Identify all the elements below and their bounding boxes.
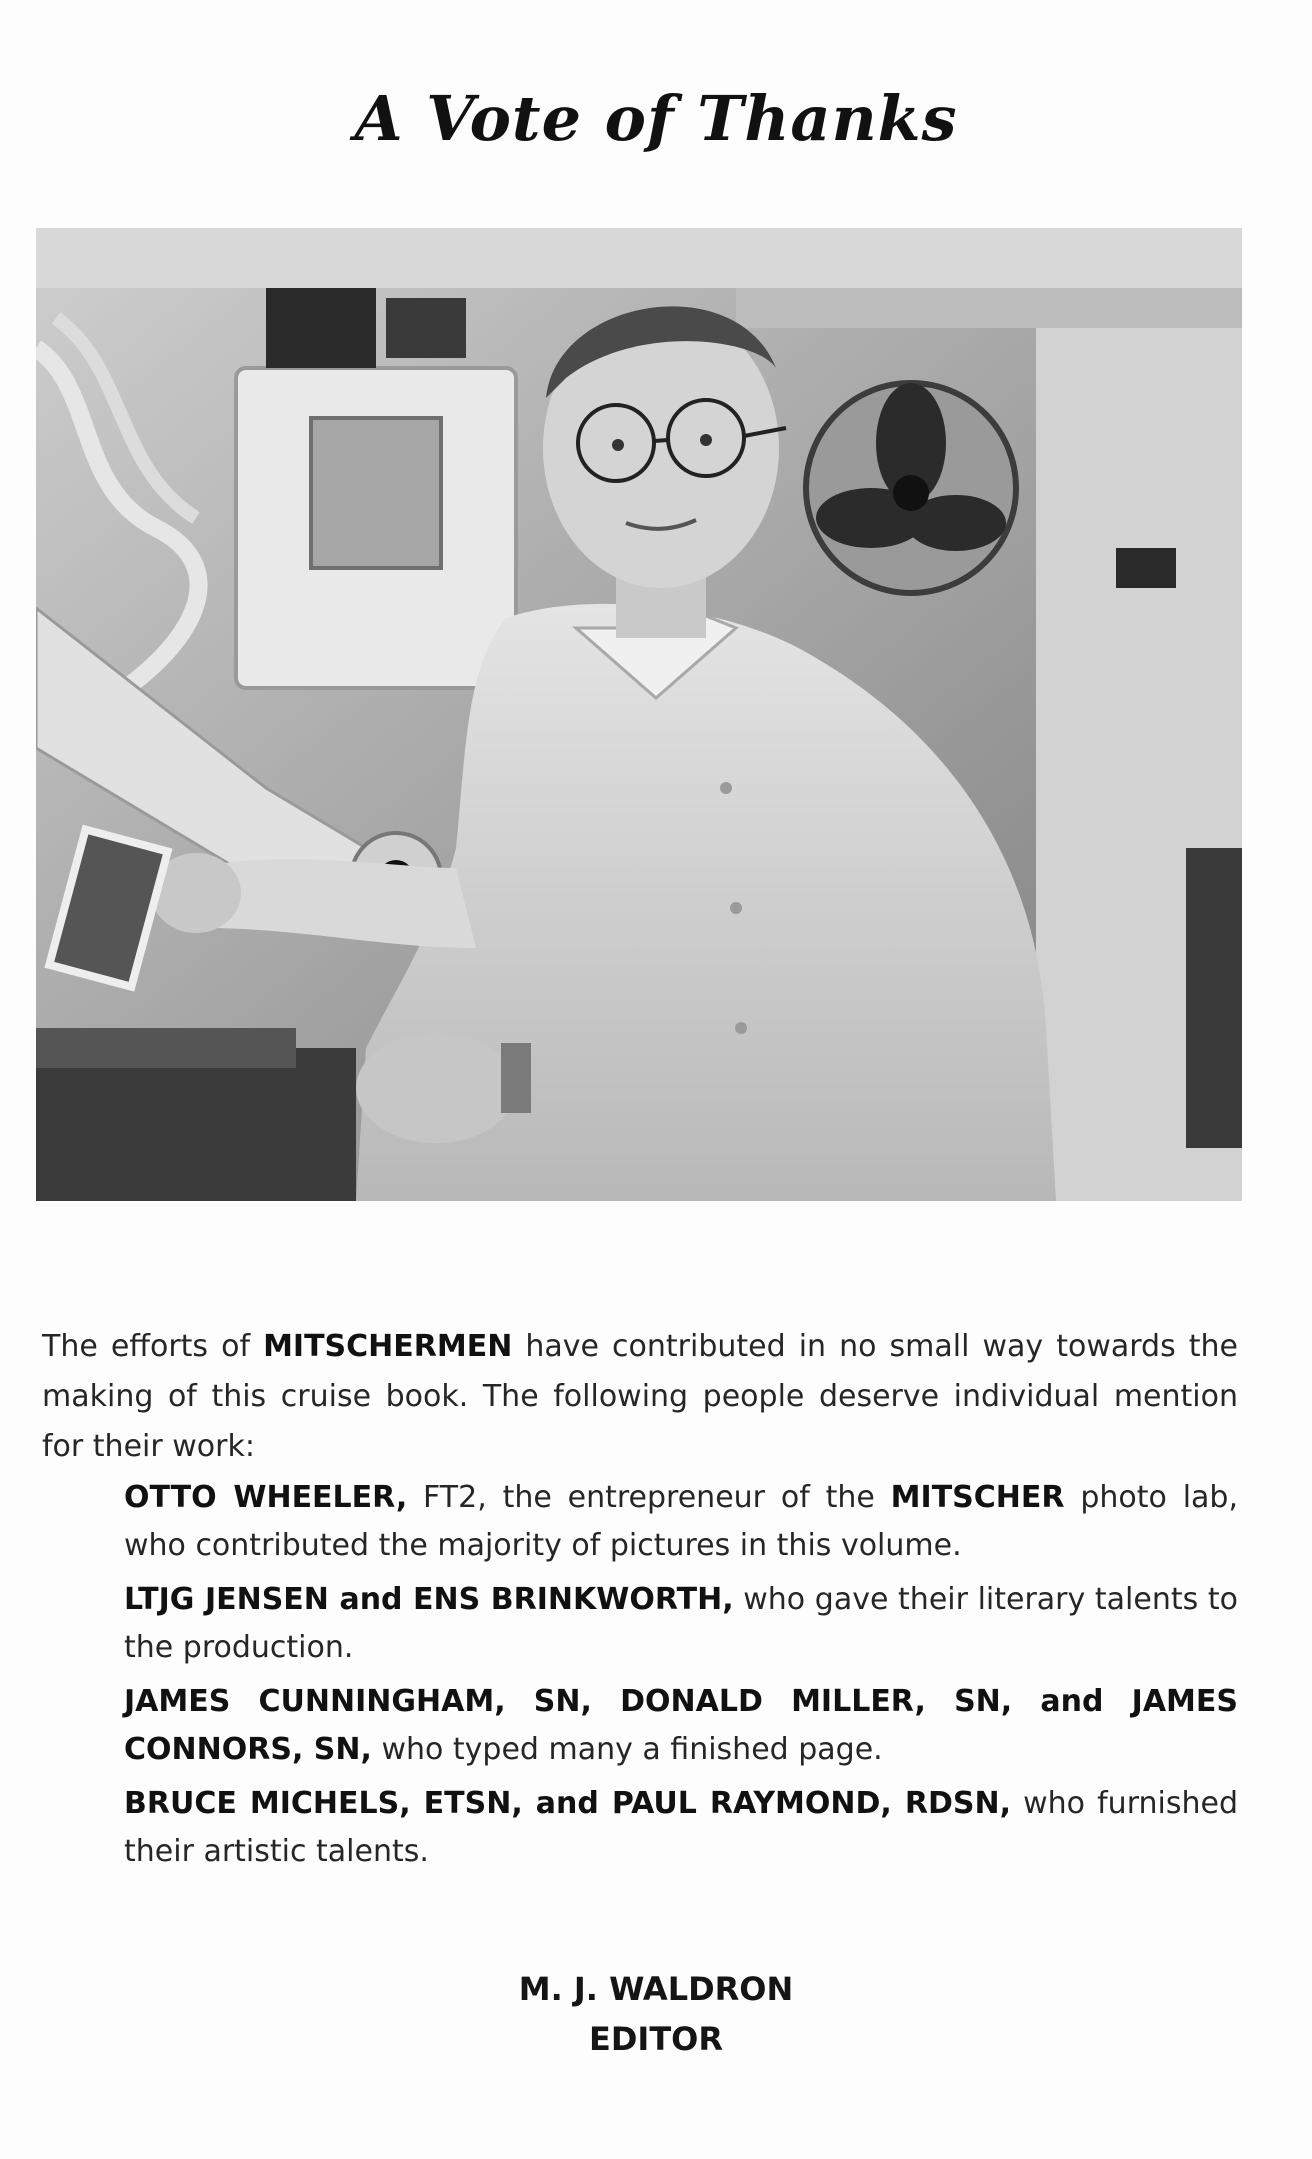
credits-list — [124, 1474, 1238, 1876]
credit-names: JAMES CUNNINGHAM, SN, DONALD MILLER, SN, and JAMES CONNORS, SN, — [124, 1684, 1238, 1767]
credit-item: LTJG JENSEN and ENS BRINKWORTH, who gave their literary talents to the production. — [124, 1582, 1238, 1665]
acknowledgements-text — [42, 1322, 1238, 1882]
credit-emphasis: MITSCHER — [890, 1480, 1065, 1515]
credit-item: BRUCE MICHELS, ETSN, and PAUL RAYMOND, RDSN, who furnished their artistic talents. — [124, 1786, 1238, 1869]
editor-role: EDITOR — [589, 2020, 723, 2058]
credit-names: OTTO WHEELER, — [124, 1480, 408, 1515]
page-title: A Vote of Thanks — [354, 81, 958, 155]
portrait-photo — [36, 228, 1242, 1201]
intro-emphasis: MITSCHERMEN — [263, 1329, 513, 1364]
intro-paragraph: The efforts of MITSCHERMEN have contributed in no small way towards the making of this cruise book. The following people deserve individual mention for their work: — [42, 1329, 1239, 1464]
editor-name: M. J. WALDRON — [518, 1970, 794, 2008]
credit-item: JAMES CUNNINGHAM, SN, DONALD MILLER, SN, and JAMES CONNORS, SN, who typed many a finished page. — [124, 1684, 1238, 1767]
credit-names: BRUCE MICHELS, ETSN, and PAUL RAYMOND, RDSN, — [124, 1786, 1011, 1821]
photo-illustration — [36, 228, 1242, 1201]
credit-names: LTJG JENSEN and ENS BRINKWORTH, — [124, 1582, 734, 1617]
credit-item: OTTO WHEELER, FT2, the entrepreneur of the MITSCHER photo lab, who contributed the majority of pictures in this volume. — [124, 1480, 1238, 1563]
signoff — [0, 1964, 1312, 2064]
